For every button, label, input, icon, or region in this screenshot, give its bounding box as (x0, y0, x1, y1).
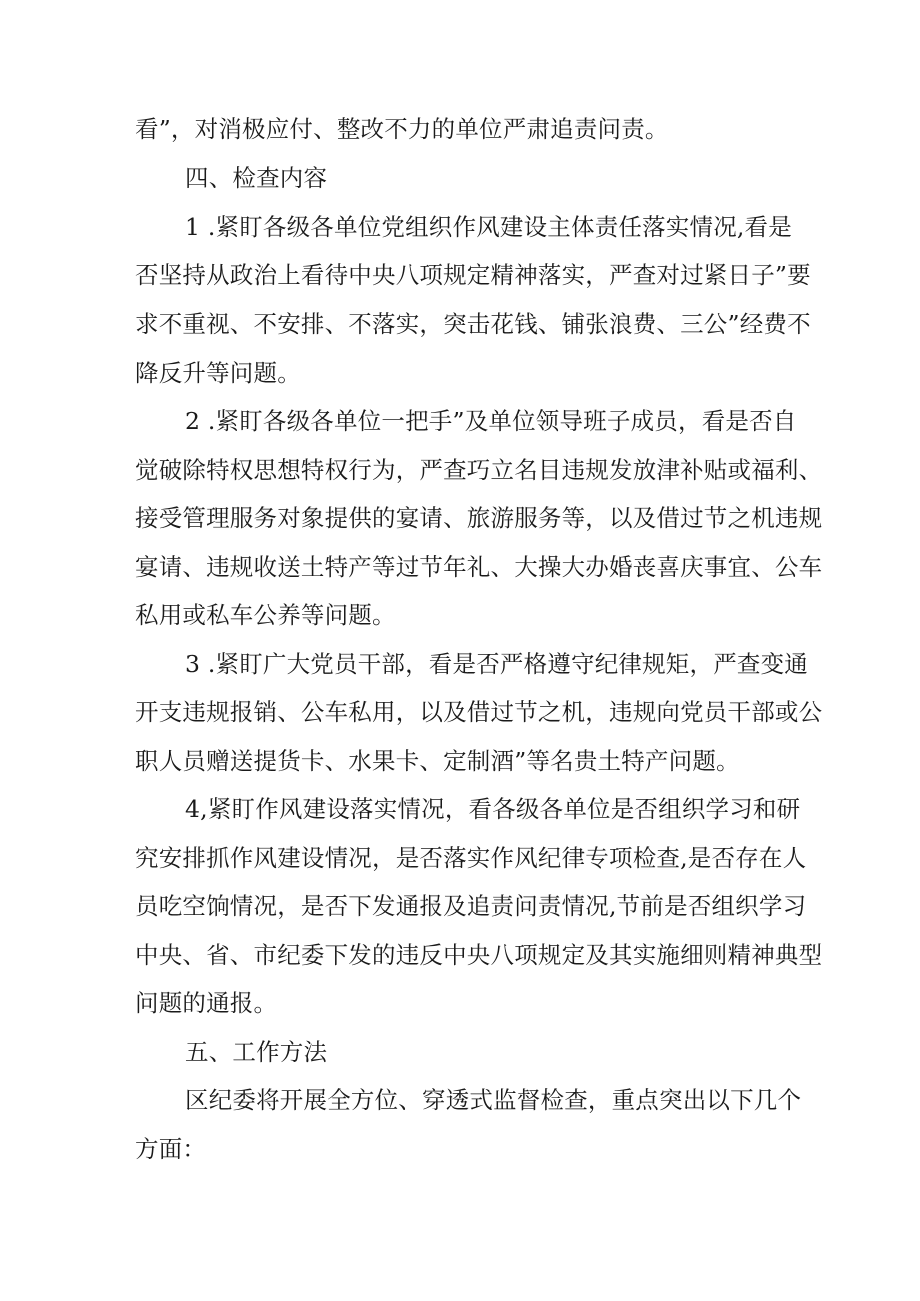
body-text-line: 觉破除特权思想特权行为，严查巧立名目违规发放津补贴或福利、 (135, 456, 823, 484)
body-text-line: 究安排抓作风建设情况，是否落实作风纪律专项检查,是否存在人 (135, 844, 807, 872)
body-text-line: 中央、省、市纪委下发的违反中央八项规定及其实施细则精神典型 (135, 941, 823, 969)
body-text-line: 方面： (135, 1135, 207, 1163)
body-text-line: 员吃空饷情况，是否下发通报及追责问责情况,节前是否组织学习 (135, 892, 807, 920)
body-text-line: 求不重视、不安排、不落实，突击花钱、铺张浪费、三公”经费不 (135, 310, 811, 338)
body-text-line: 1 .紧盯各级各单位党组织作风建设主体责任落实情况,看是 (185, 213, 792, 241)
body-text-line: 开支违规报销、公车私用，以及借过节之机，违规向党员干部或公 (135, 698, 823, 726)
body-text-line: 区纪委将开展全方位、穿透式监督检查，重点突出以下几个 (185, 1086, 802, 1114)
section-heading: 四、检查内容 (185, 164, 328, 192)
body-text-line: 问题的通报。 (135, 989, 278, 1017)
body-text-line: 私用或私车公养等问题。 (135, 601, 396, 629)
body-text-line: 2 .紧盯各级各单位一把手”及单位领导班子成员，看是否自 (185, 407, 797, 435)
section-heading: 五、工作方法 (185, 1038, 328, 1066)
body-text-line: 职人员赠送提货卡、水果卡、定制酒”等名贵土特产问题。 (135, 747, 740, 775)
body-text-line: 4,紧盯作风建设落实情况，看各级各单位是否组织学习和研 (185, 795, 801, 823)
body-text-line: 看”，对消极应付、整改不力的单位严肃追责问责。 (135, 115, 669, 143)
body-text-line: 否坚持从政治上看待中央八项规定精神落实，严查对过紧日子”要 (135, 261, 811, 289)
body-text-line: 降反升等问题。 (135, 359, 301, 387)
body-text-line: 接受管理服务对象提供的宴请、旅游服务等，以及借过节之机违规 (135, 504, 823, 532)
body-text-line: 宴请、违规收送土特产等过节年礼、大操大办婚丧喜庆事宜、公车 (135, 553, 823, 581)
body-text-line: 3 .紧盯广大党员干部，看是否严格遵守纪律规矩，严查变通 (185, 650, 808, 678)
